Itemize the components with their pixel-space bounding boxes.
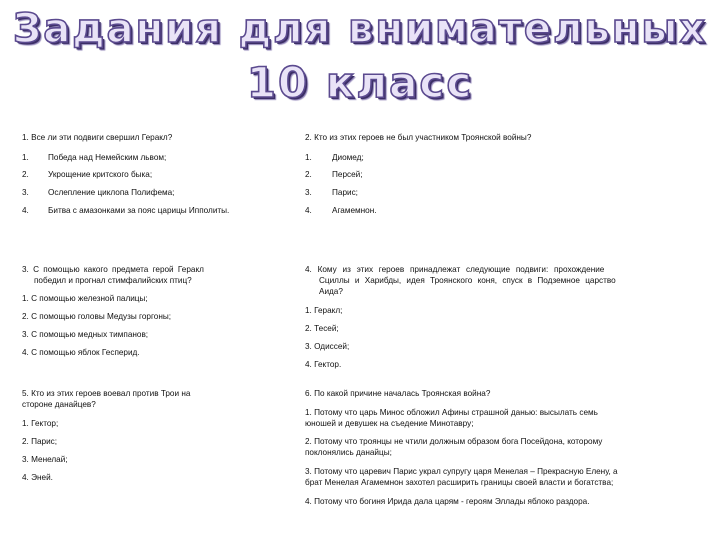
q1-option: Победа над Немейским львом;: [48, 153, 167, 162]
q6-option-line2: поклонялись данайцы;: [305, 448, 392, 457]
q2-option: Парис;: [332, 188, 358, 197]
q1-option: Битва с амазонками за пояс царицы Ипполиты.: [48, 206, 230, 215]
question-4-text-line3: Аида?: [319, 287, 343, 296]
q5-option: 3. Менелай;: [22, 455, 68, 464]
question-2-text: 2. Кто из этих героев не был участником Троянской войны?: [305, 133, 532, 142]
q5-option: 2. Парис;: [22, 437, 58, 446]
q3-option: 1. С помощью железной палицы;: [22, 294, 148, 303]
q4-option: 1. Геракл;: [305, 306, 343, 315]
q3-option: 4. С помощью яблок Гесперид.: [22, 348, 140, 357]
q4-option: 4. Гектор.: [305, 360, 342, 369]
q2-option-num: 3.: [305, 188, 312, 197]
q6-option-line2: юношей и девушек на съедение Минотавру;: [305, 419, 474, 428]
q4-option: 3. Одиссей;: [305, 342, 350, 351]
q5-option: 1. Гектор;: [22, 419, 59, 428]
question-3-text-line2: победил и прогнал стимфалийских птиц?: [34, 276, 192, 285]
question-3-text-line1: 3. С помощью какого предмета герой Геракл: [22, 265, 204, 274]
q1-option: Ослепление циклопа Полифема;: [48, 188, 175, 197]
q1-option: Укрощение критского быка;: [48, 170, 153, 179]
q2-option-num: 1.: [305, 153, 312, 162]
q6-option-line1: 2. Потому что троянцы не чтили должным образом бога Посейдона, которому: [305, 437, 603, 446]
question-1-text: 1. Все ли эти подвиги свершил Геракл?: [22, 133, 173, 142]
q1-option-num: 4.: [22, 206, 29, 215]
q3-option: 3. С помощью медных тимпанов;: [22, 330, 149, 339]
q4-option: 2. Тесей;: [305, 324, 339, 333]
question-4-text-line1: 4. Кому из этих героев принадлежат следующие подвиги: прохождение: [305, 265, 605, 274]
question-4-text-line2: Сциллы и Харибды, идея Троянского коня, спуск в Подземное царство: [319, 276, 616, 285]
question-5-text-line1: 5. Кто из этих героев воевал против Трои на: [22, 389, 191, 398]
q1-option-num: 2.: [22, 170, 29, 179]
q5-option: 4. Эней.: [22, 473, 53, 482]
question-5-text-line2: стороне данайцев?: [22, 400, 96, 409]
q6-option-line1: 4. Потому что богиня Ирида дала царям - героям Эллады яблоко раздора.: [305, 497, 590, 506]
page-title: Задания для внимательных: [12, 6, 708, 52]
q6-option-line2: брат Менелая Агамемнон захотел расширить границы своей власти и богатства;: [305, 478, 614, 487]
q2-option-num: 4.: [305, 206, 312, 215]
q1-option-num: 3.: [22, 188, 29, 197]
q1-option-num: 1.: [22, 153, 29, 162]
q2-option: Диомед;: [332, 153, 364, 162]
question-6-text: 6. По какой причине началась Троянская война?: [305, 389, 491, 398]
q2-option: Агамемнон.: [332, 206, 377, 215]
q6-option-line1: 1. Потому что царь Минос обложил Афины страшной данью: высылать семь: [305, 408, 598, 417]
q3-option: 2. С помощью головы Медузы горгоны;: [22, 312, 172, 321]
q6-option-line1: 3. Потому что царевич Парис украл супругу царя Менелая – Прекрасную Елену, а: [305, 467, 618, 476]
page-subtitle: 10 класс: [246, 58, 474, 107]
q2-option: Персей;: [332, 170, 363, 179]
q2-option-num: 2.: [305, 170, 312, 179]
